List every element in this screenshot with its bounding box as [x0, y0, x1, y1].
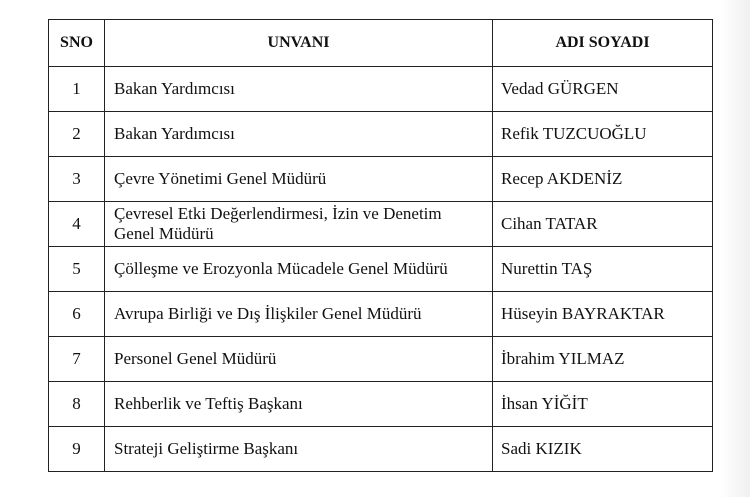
table-row	[49, 247, 713, 292]
table-row	[49, 292, 713, 337]
row-title: Personel Genel Müdürü	[105, 337, 493, 382]
row-name: İhsan YİĞİT	[493, 382, 713, 427]
row-sno: 1	[49, 67, 105, 112]
header-name: ADI SOYADI	[493, 20, 713, 67]
personnel-table	[48, 19, 713, 472]
header-sno: SNO	[49, 20, 105, 67]
row-sno: 2	[49, 112, 105, 157]
row-title: Rehberlik ve Teftiş Başkanı	[105, 382, 493, 427]
row-name: Nurettin TAŞ	[493, 247, 713, 292]
table-row	[49, 337, 713, 382]
table-row	[49, 382, 713, 427]
row-name: Vedad GÜRGEN	[493, 67, 713, 112]
row-sno: 6	[49, 292, 105, 337]
row-sno: 3	[49, 157, 105, 202]
row-name: Sadi KIZIK	[493, 427, 713, 472]
row-name: Refik TUZCUOĞLU	[493, 112, 713, 157]
row-title	[105, 202, 493, 247]
row-name: Hüseyin BAYRAKTAR	[493, 292, 713, 337]
row-sno: 5	[49, 247, 105, 292]
row-title-line-1: Çevresel Etki Değerlendirmesi, İzin ve Denetim	[114, 204, 442, 223]
table-row	[49, 427, 713, 472]
row-name: Cihan TATAR	[493, 202, 713, 247]
row-sno: 9	[49, 427, 105, 472]
row-sno: 8	[49, 382, 105, 427]
table-header-row	[49, 20, 713, 67]
table-row	[49, 157, 713, 202]
table-row	[49, 67, 713, 112]
row-title-line-2: Genel Müdürü	[114, 224, 214, 243]
row-name: Recep AKDENİZ	[493, 157, 713, 202]
row-title: Çölleşme ve Erozyonla Mücadele Genel Müdürü	[105, 247, 493, 292]
table-row	[49, 112, 713, 157]
page-edge-shadow	[720, 0, 750, 497]
row-title: Avrupa Birliği ve Dış İlişkiler Genel Müdürü	[105, 292, 493, 337]
row-name: İbrahim YILMAZ	[493, 337, 713, 382]
row-sno: 7	[49, 337, 105, 382]
header-title: UNVANI	[105, 20, 493, 67]
row-title: Bakan Yardımcısı	[105, 112, 493, 157]
row-title: Strateji Geliştirme Başkanı	[105, 427, 493, 472]
table-row	[49, 202, 713, 247]
row-title: Bakan Yardımcısı	[105, 67, 493, 112]
row-sno: 4	[49, 202, 105, 247]
row-title: Çevre Yönetimi Genel Müdürü	[105, 157, 493, 202]
